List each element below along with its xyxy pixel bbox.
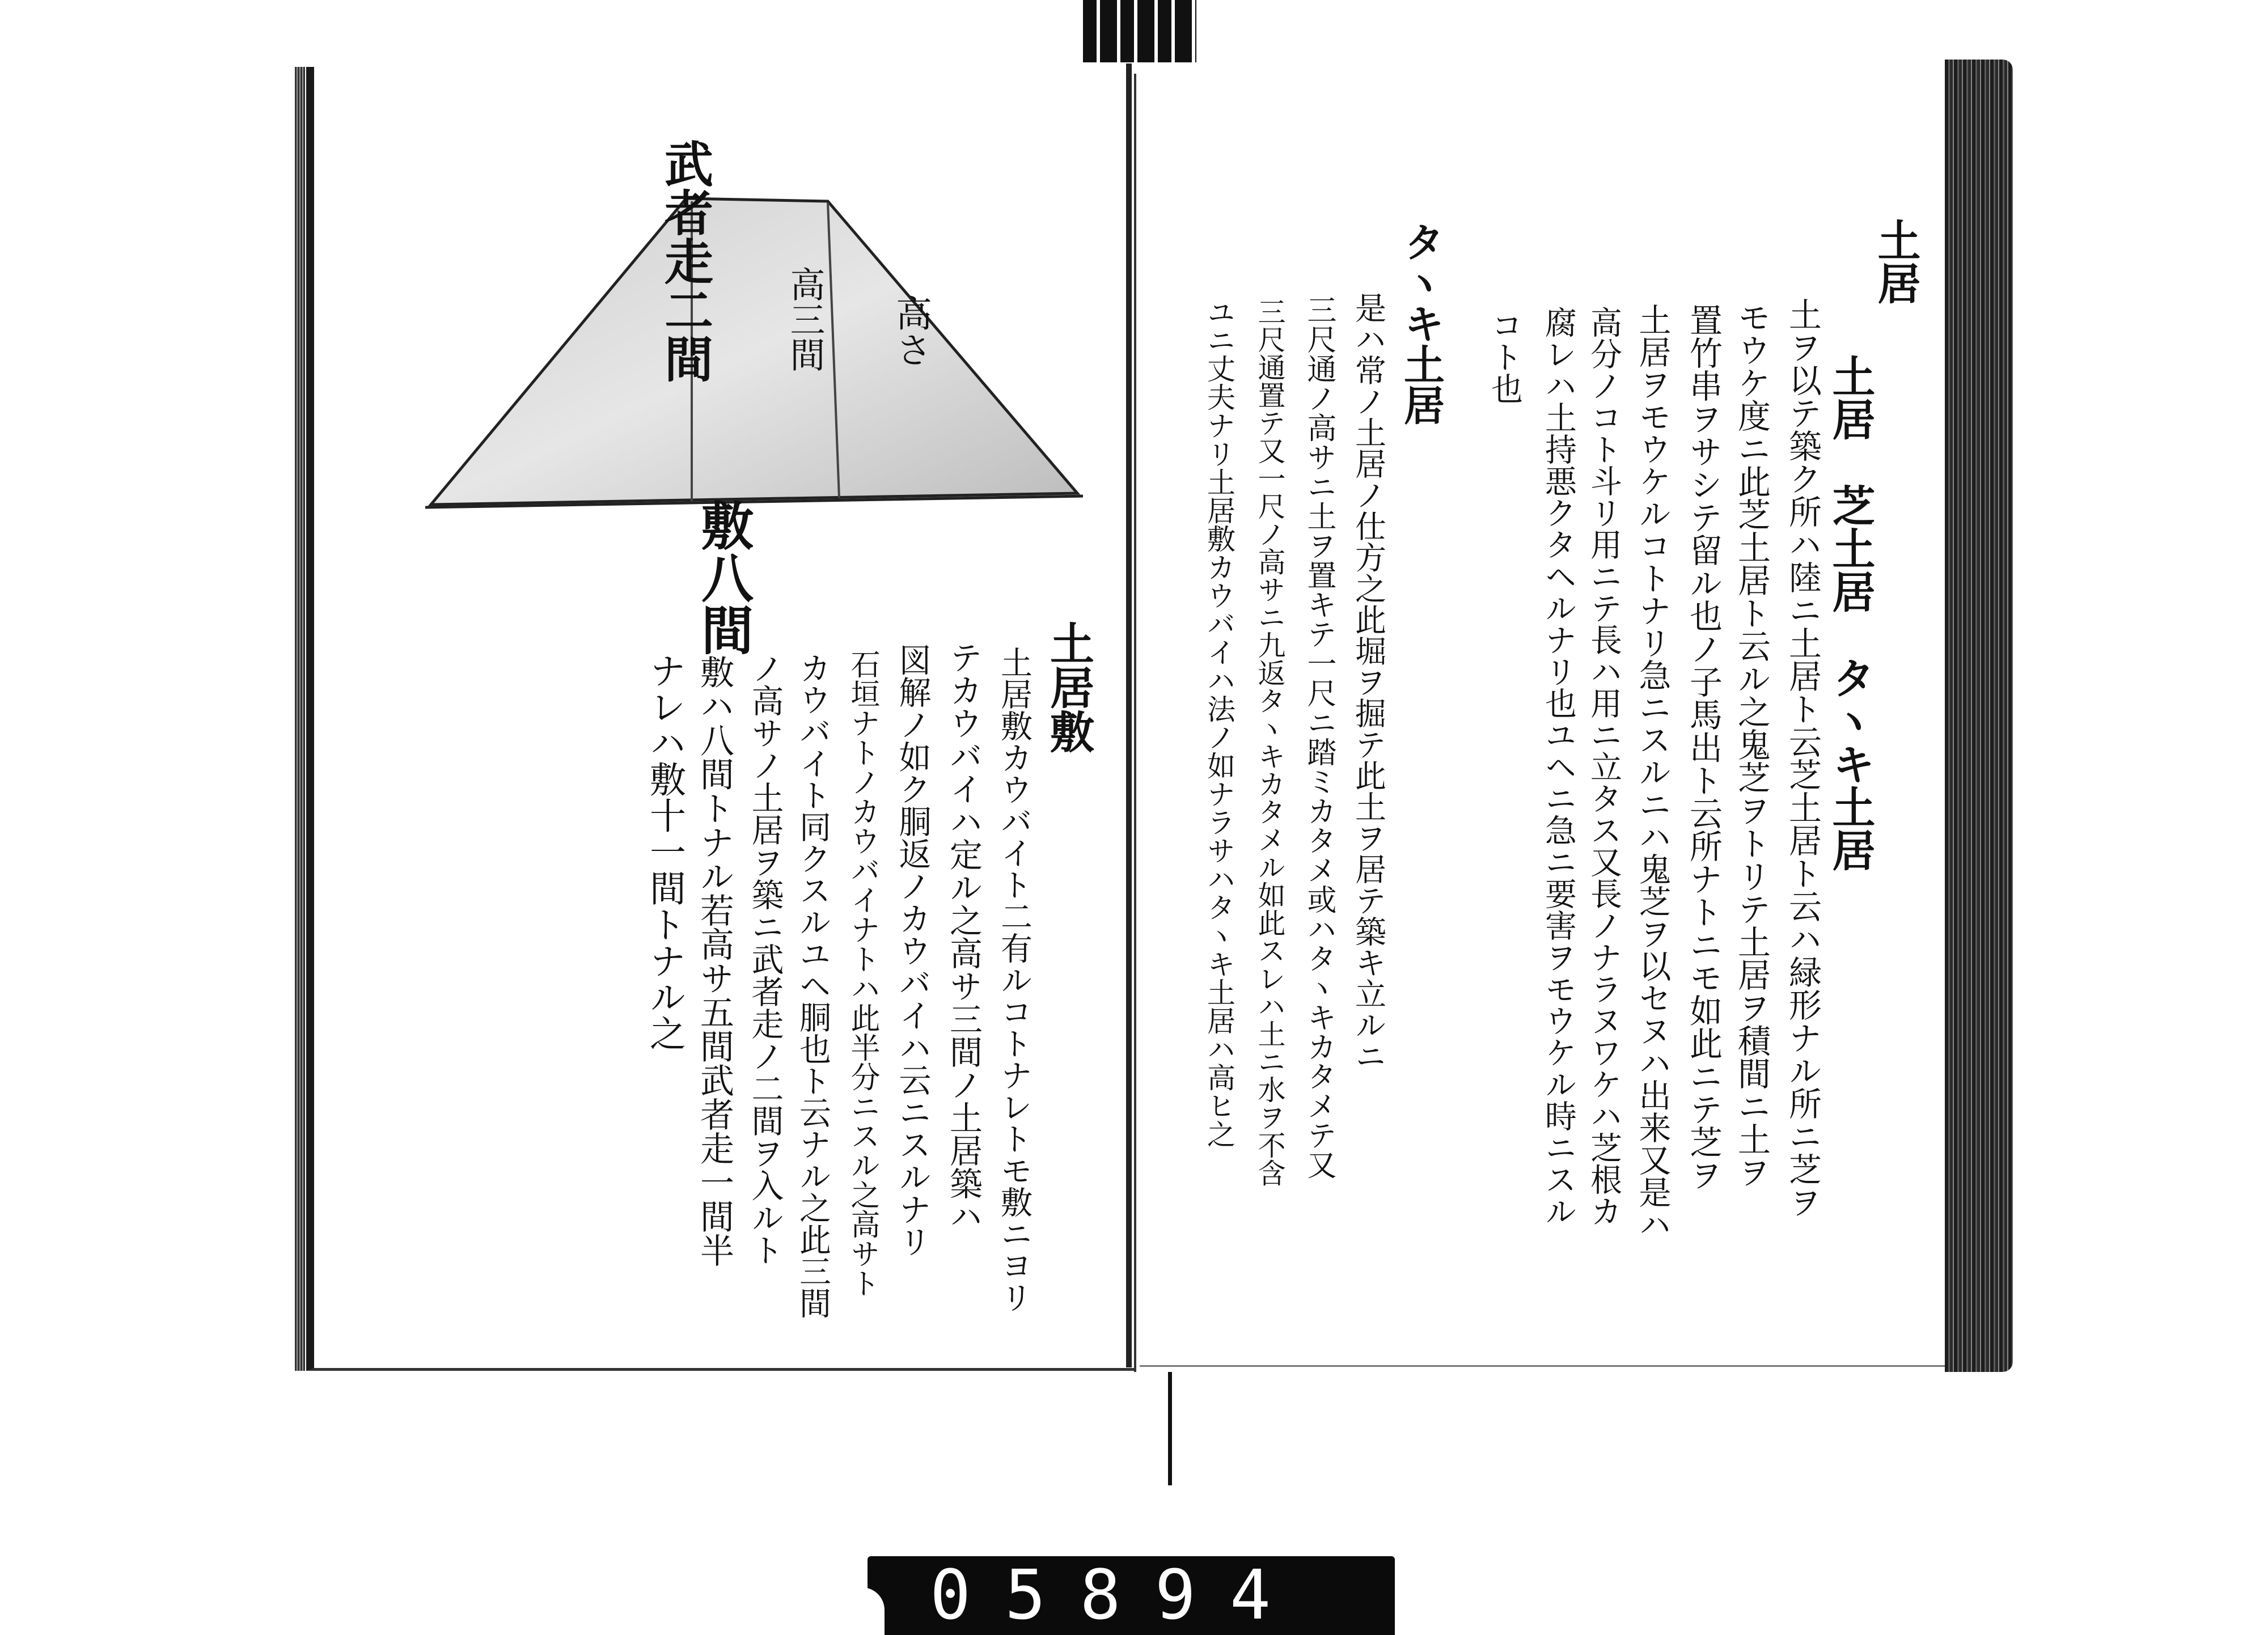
text-column: 土居敷 (1043, 621, 1094, 753)
text-column: 土居敷カウバイト二有ルコトナレトモ敷ニヨリ (996, 646, 1033, 1313)
text-column: テカウバイハ定ル之高サ三間ノ土居築ハ (944, 641, 983, 1232)
text-column: 土居 (1871, 218, 1921, 304)
book-gutter-shadow (1134, 74, 1136, 1372)
text-column: 石垣ナトノカウバイナトハ此半分ニスル之高サト (845, 649, 879, 1298)
diagram-top-label: 武者走二間 (656, 139, 713, 383)
binding-thread (1168, 1372, 1172, 1485)
text-column: 置竹串ヲサシテ留ル也ノ子馬出ト云所ナトニモ如此ニテ芝ヲ (1684, 303, 1723, 1191)
text-column: 腐レハ土持悪クタヘルナリ也ユヘニ急ニ要害ヲモウケル時ニスル (1540, 306, 1577, 1227)
text-column: モウケ度ニ此芝土居ト云ル之鬼芝ヲトリテ土居ヲ積間ニ土ヲ (1732, 300, 1771, 1188)
embankment-trapezoid (431, 198, 1077, 505)
diagram-center-label: 高三間 (784, 266, 826, 372)
text-column: カウバイト同クスルユヘ胴也ト云ナル之此三間 (794, 652, 831, 1319)
text-column: タヽキ土居 (1397, 221, 1445, 425)
left-page-edge (295, 67, 305, 1371)
text-column: 土ヲ以テ築ク所ハ陸ニ土居ト云芝土居ト云ハ緑形ナル所ニ芝ヲ (1783, 298, 1822, 1218)
text-column: 土居 芝土居 タヽキ土居 (1825, 354, 1876, 871)
book-gutter (1126, 63, 1132, 1367)
page-edges (1945, 60, 2013, 1372)
text-column: 是ハ常ノ土居ノ仕方之此堀ヲ掘テ此土ヲ居テ築キ立ルニ (1350, 292, 1386, 1071)
frame-number: 05894 (930, 1556, 1305, 1635)
text-column: 高分ノコト斗リ用ニテ長ハ用ニ立タス又長ノナラヌワケハ芝根カ (1585, 306, 1622, 1227)
text-column: コト也 (1486, 309, 1523, 404)
text-column: 三尺通ノ高サニ土ヲ置キテ一尺ニ踏ミカタメ或ハタヽキカタメテ又 (1302, 295, 1336, 1179)
text-column: 三尺通置テ又一尺ノ高サニ九返タヽキカタメル如此スレハ土ニ水ヲ不含 (1254, 298, 1286, 1187)
text-column: ナレハ敷十一間トナル之 (644, 652, 686, 1051)
text-column: 敷ハ八間トナル若高サ五間武者走一間半 (695, 655, 734, 1267)
binding-clip (1083, 0, 1196, 62)
diagram-base-label: 敷八間 (693, 499, 754, 655)
text-column: 図解ノ如ク胴返ノカウバイハ云ニスルナリ (894, 643, 931, 1257)
text-column: ユニ丈夫ナリ土居敷カウバイハ法ノ如ナラサハタヽキ土居ハ高ヒ之 (1203, 298, 1235, 1148)
text-column: ノ高サノ土居ヲ築ニ武者走ノ二間ヲ入ルト (746, 652, 784, 1266)
text-column: 土居ヲモウケルコトナリ急ニスルニハ鬼芝ヲ以セヌハ出来又是ハ (1634, 303, 1671, 1240)
diagram-slope-label: 高さ (890, 295, 932, 367)
